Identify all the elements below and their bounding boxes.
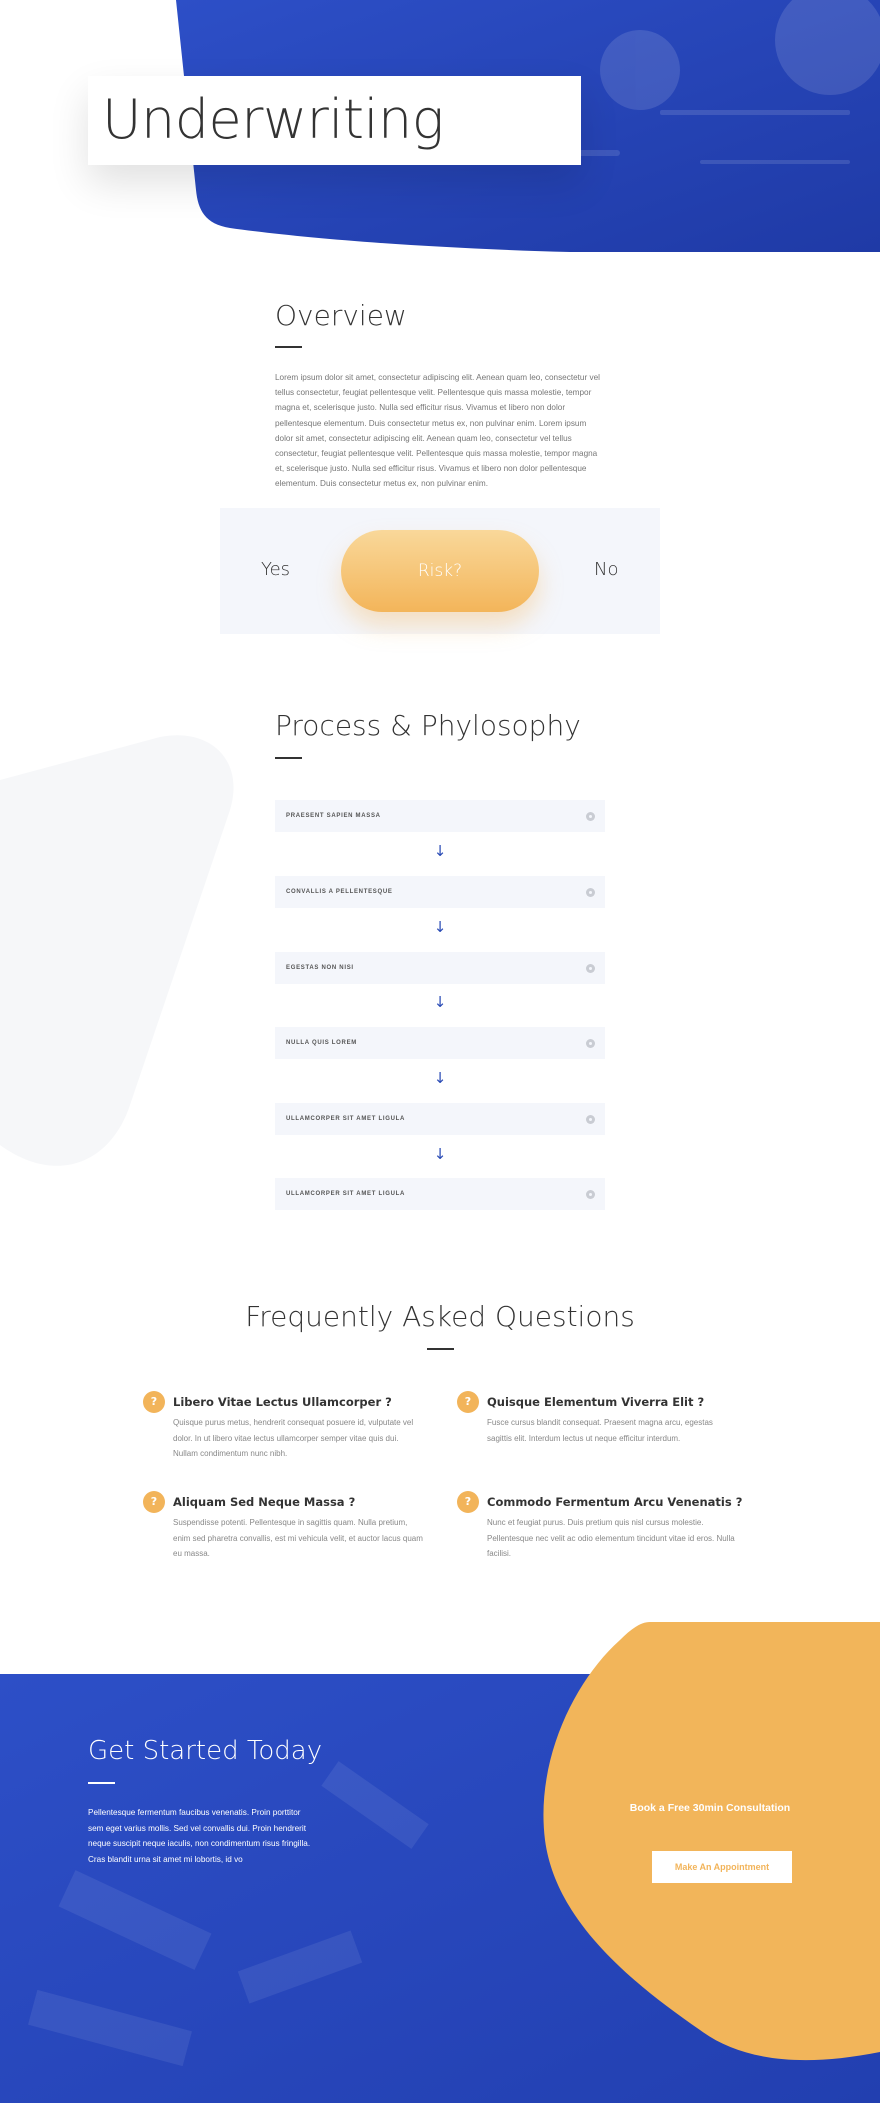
consultation-label: Book a Free 30min Consultation [629,1802,791,1814]
process-step-label: EGESTAS NON NISI [286,965,354,971]
process-step-label: PRAESENT SAPIEN MASSA [286,813,381,819]
process-step[interactable] [275,952,605,984]
faq-answer: Quisque purus metus, hendrerit consequat posuere id, vulputate vel dolor. In ut libero vitae lectus ullamcorper semper vitae quis dui. Nullam condimentum nunc nibh. [173,1418,414,1458]
faq-answer: Nunc et feugiat purus. Duis pretium quis nisl cursus molestie. Pellentesque nec velit ac odio elementum tincidunt vitae id eros. Nulla facilisi. [487,1518,735,1558]
overview-divider [275,346,302,348]
process-step[interactable] [275,1178,605,1210]
process-step-label: ULLAMCORPER SIT AMET LIGULA [286,1191,406,1197]
expand-icon [586,888,595,897]
process-step-label: CONVALLIS A PELLENTESQUE [286,889,393,895]
make-appointment-button[interactable]: Make An Appointment [652,1851,792,1883]
process-divider [275,757,302,759]
question-icon: ? [457,1391,479,1413]
faq-answer: Fusce cursus blandit consequat. Praesent magna arcu, egestas sagittis elit. Interdum lectus ut neque efficitur interdum. [487,1418,713,1443]
risk-yes-label[interactable]: Yes [261,559,291,580]
faq-heading: Frequently Asked Questions [245,1300,635,1333]
process-step[interactable] [275,876,605,908]
faq-question: Aliquam Sed Neque Massa ? [173,1495,356,1509]
cta-body: Pellentesque fermentum faucibus venenatis. Proin porttitor sem eget varius mollis. Sed vel convallis dui. Proin hendrerit neque suscipit neque iaculis, non condimentum risus fringilla. Cras blandit urna sit amet mi lobortis, id vo [88,1808,311,1864]
process-step[interactable] [275,1103,605,1135]
overview-heading: Overview [275,299,407,332]
decorative-blob [0,735,240,1175]
arrow-down-icon: ↓ [433,1069,447,1087]
question-icon: ? [143,1491,165,1513]
faq-question: Commodo Fermentum Arcu Venenatis ? [487,1495,743,1509]
faq-divider [427,1348,454,1350]
process-step-label: NULLA QUIS LOREM [286,1040,357,1046]
process-step[interactable] [275,1027,605,1059]
expand-icon [586,1115,595,1124]
hero-title-card [88,76,581,165]
faq-answer: Suspendisse potenti. Pellentesque in sagittis quam. Nulla pretium, enim sed pharetra convallis, est mi vehicula velit, et auctor lacus quam eu massa. [173,1518,423,1558]
overview-body: Lorem ipsum dolor sit amet, consectetur adipiscing elit. Aenean quam leo, consectetur vel tellus consectetur, feugiat pellentesque velit. Pellentesque quis massa molestie, tempor magna et, scelerisque justo. Nulla sed efficitur risus. Vivamus et libero non dolor pellentesque elementum. Duis consectetur metus ex, non pulvinar enim. Lorem ipsum dolor sit amet, consectetur adipiscing elit. Aenean quam leo, consectetur vel tellus consectetur, feugiat pellentesque velit. Pellentesque quis massa molestie, tempor magna et, scelerisque justo. Nulla sed efficitur risus. Vivamus et libero non dolor pellentesque elementum. Duis consectetur metus ex, non pulvinar enim. [275,373,600,489]
arrow-down-icon: ↓ [433,918,447,936]
cta-divider [88,1782,115,1784]
expand-icon [586,964,595,973]
faq-question: Libero Vitae Lectus Ullamcorper ? [173,1395,392,1409]
process-step[interactable] [275,800,605,832]
faq-question: Quisque Elementum Viverra Elit ? [487,1395,705,1409]
process-heading: Process & Phylosophy [275,709,581,742]
arrow-down-icon: ↓ [433,1145,447,1163]
arrow-down-icon: ↓ [433,993,447,1011]
expand-icon [586,1039,595,1048]
page-title: Underwriting [102,88,444,151]
arrow-down-icon: ↓ [433,842,447,860]
risk-no-label[interactable]: No [594,559,619,580]
risk-toggle-button[interactable]: Risk? [341,530,539,612]
process-step-label: ULLAMCORPER SIT AMET LIGULA [286,1116,406,1122]
question-icon: ? [143,1391,165,1413]
cta-heading: Get Started Today [88,1736,323,1766]
question-icon: ? [457,1491,479,1513]
expand-icon [586,1190,595,1199]
expand-icon [586,812,595,821]
